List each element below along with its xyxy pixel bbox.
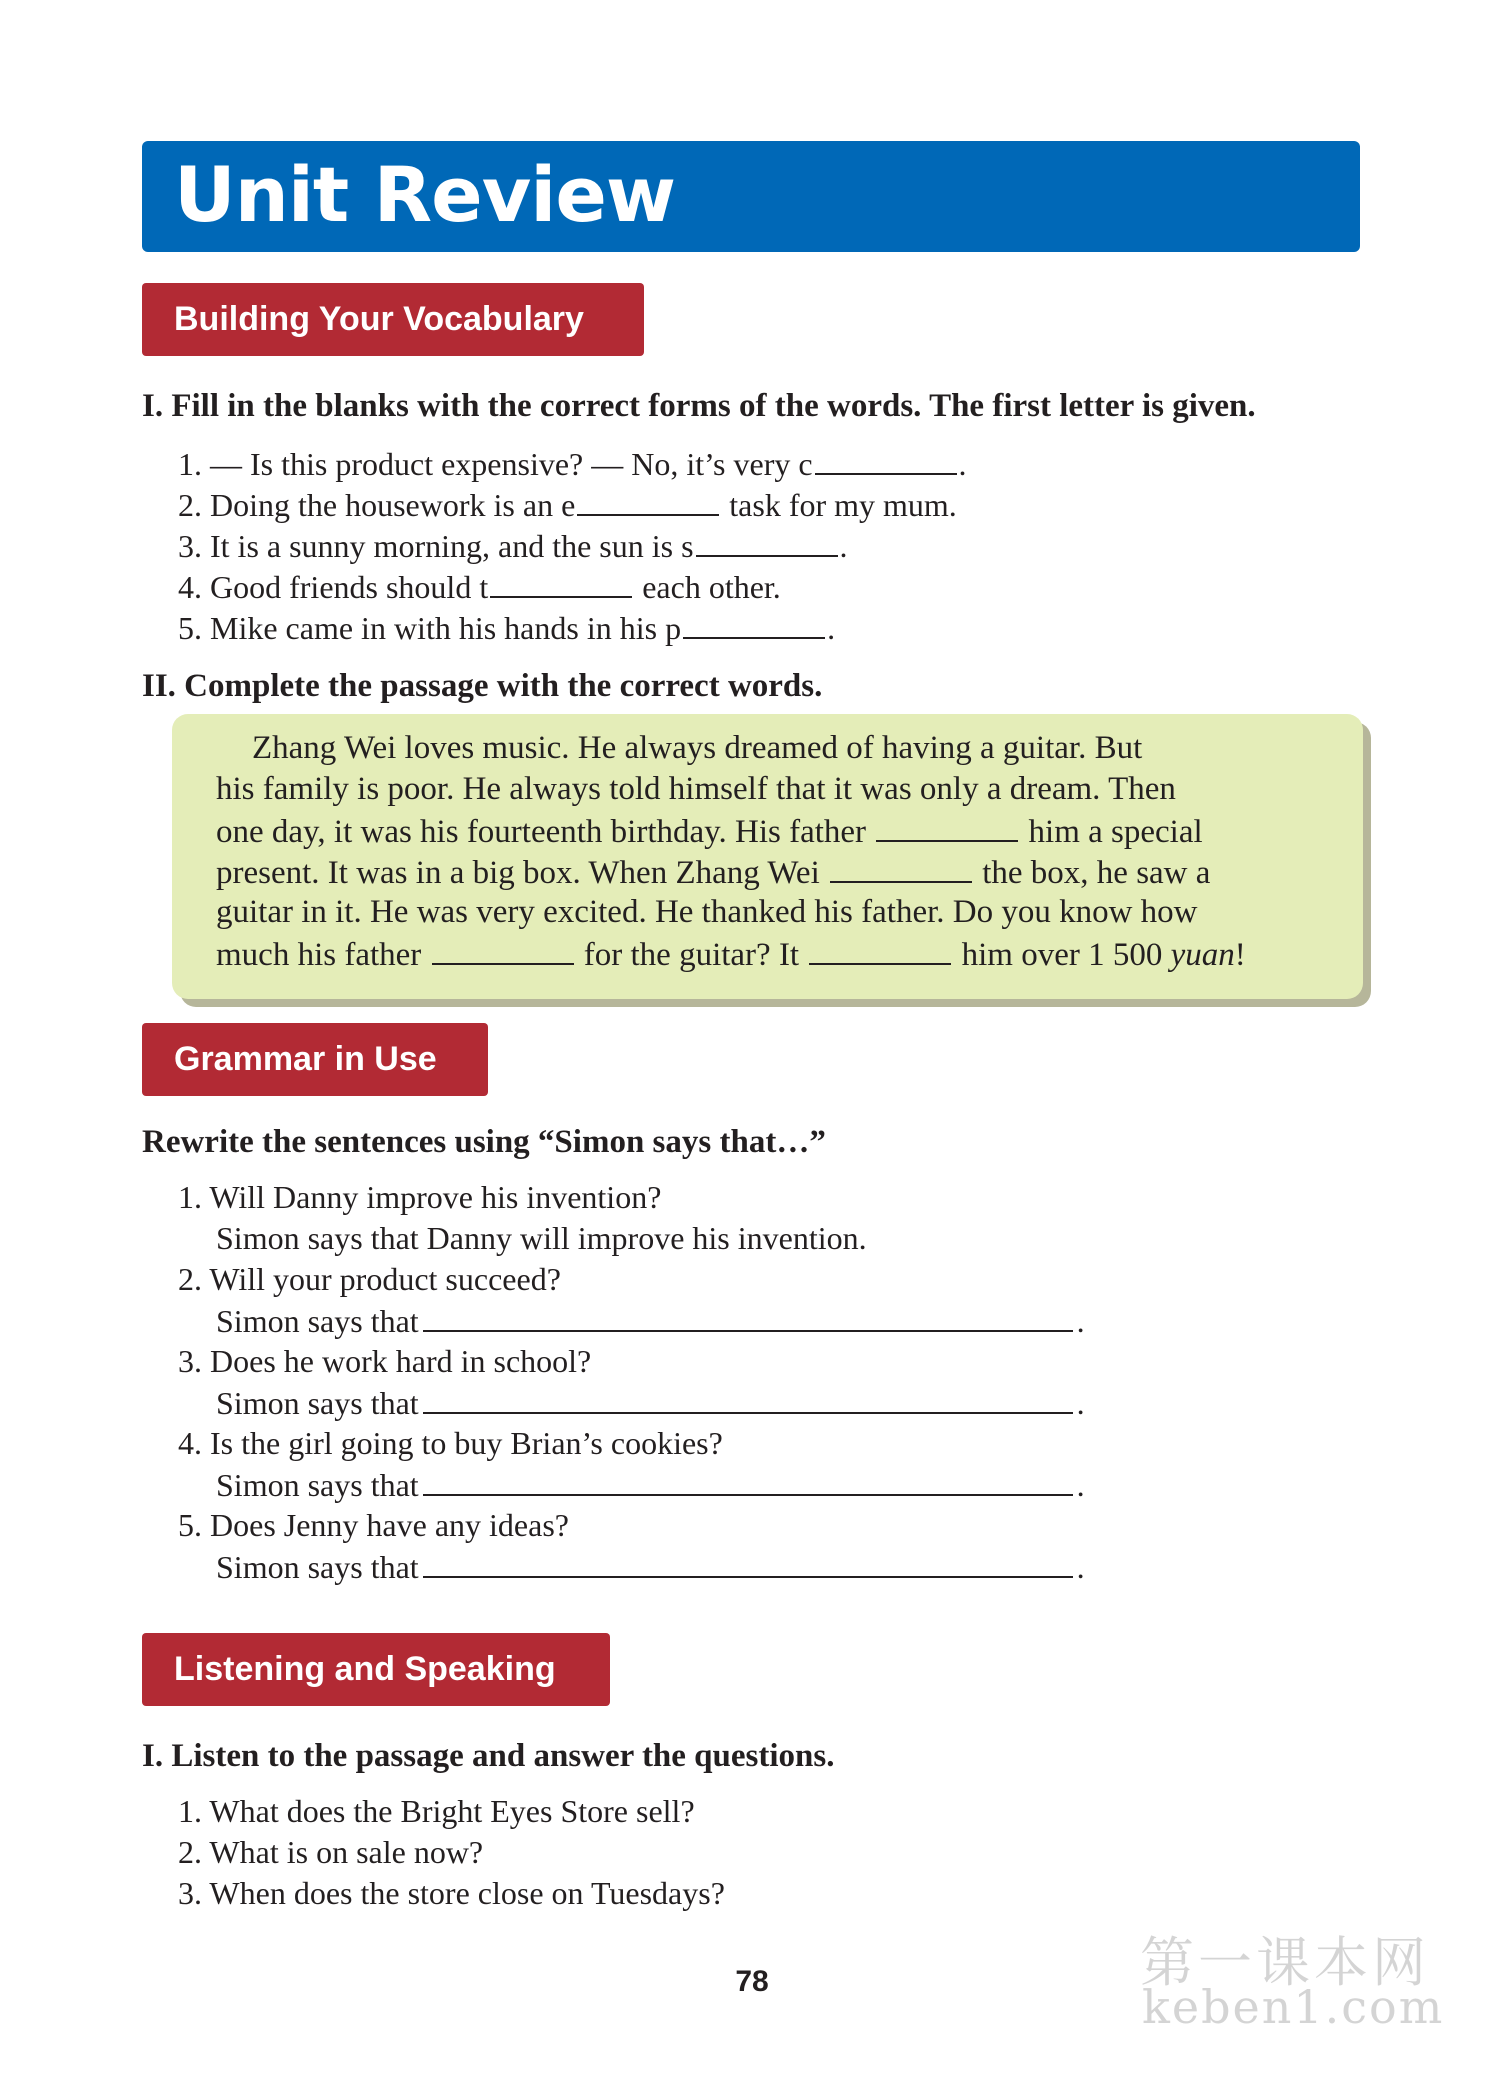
passage-line-1: Zhang Wei loves music. He always dreamed of having a guitar. But — [252, 730, 1143, 766]
answer-line[interactable] — [423, 1300, 1073, 1332]
watermark-url: keben1.com — [1142, 1980, 1445, 2034]
passage-line-5: guitar in it. He was very excited. He thanked his father. Do you know how — [216, 894, 1198, 930]
answer-line[interactable] — [423, 1546, 1073, 1578]
vocab-item-5: 5. Mike came in with his hands in his p . — [178, 607, 835, 648]
grammar-item-2: 2. Will your product succeed? — [178, 1261, 561, 1297]
listening-item-2: 2. What is on sale now? — [178, 1834, 484, 1870]
page-number: 78 — [735, 1965, 769, 1998]
passage-blank[interactable] — [830, 851, 972, 883]
grammar-heading: Rewrite the sentences using “Simon says that…” — [142, 1124, 826, 1160]
answer-blank[interactable] — [577, 484, 719, 516]
vocab-part1-heading: I. Fill in the blanks with the correct forms of the words. The first letter is given. — [142, 388, 1256, 424]
answer-blank[interactable] — [683, 607, 825, 639]
grammar-answer-3: Simon says that . — [216, 1382, 1085, 1423]
grammar-answer-1: Simon says that Danny will improve his invention. — [216, 1220, 867, 1256]
listening-item-3: 3. When does the store close on Tuesdays? — [178, 1875, 725, 1911]
listening-item-1: 1. What does the Bright Eyes Store sell? — [178, 1793, 695, 1829]
grammar-answer-5: Simon says that . — [216, 1546, 1085, 1587]
grammar-item-3: 3. Does he work hard in school? — [178, 1343, 592, 1379]
vocab-item-1: 1. — Is this product expensive? — No, it’s very c . — [178, 443, 967, 484]
vocab-item-3: 3. It is a sunny morning, and the sun is s . — [178, 525, 848, 566]
grammar-answer-2: Simon says that . — [216, 1300, 1085, 1341]
listening-heading: I. Listen to the passage and answer the questions. — [142, 1738, 835, 1774]
passage-blank[interactable] — [432, 933, 574, 965]
passage-line-6: much his father for the guitar? It him over 1 500 yuan! — [216, 933, 1246, 976]
passage-box — [172, 714, 1363, 999]
grammar-item-4: 4. Is the girl going to buy Brian’s cookies? — [178, 1425, 723, 1461]
section-tag-vocabulary: Building Your Vocabulary — [142, 283, 644, 356]
answer-blank[interactable] — [696, 525, 838, 557]
grammar-answer-4: Simon says that . — [216, 1464, 1085, 1505]
passage-line-4: present. It was in a big box. When Zhang Wei the box, he saw a — [216, 851, 1210, 894]
section-tag-grammar: Grammar in Use — [142, 1023, 488, 1096]
page-title: Unit Review — [174, 150, 676, 239]
passage-line-2: his family is poor. He always told himself that it was only a dream. Then — [216, 771, 1176, 807]
unit-review-banner — [142, 141, 1360, 252]
answer-line[interactable] — [423, 1464, 1073, 1496]
answer-blank[interactable] — [490, 566, 632, 598]
passage-line-3: one day, it was his fourteenth birthday. His father him a special — [216, 810, 1203, 853]
passage-blank[interactable] — [809, 933, 951, 965]
answer-blank[interactable] — [815, 443, 957, 475]
section-tag-listening: Listening and Speaking — [142, 1633, 610, 1706]
vocab-item-4: 4. Good friends should t each other. — [178, 566, 781, 607]
grammar-item-1: 1. Will Danny improve his invention? — [178, 1179, 662, 1215]
grammar-item-5: 5. Does Jenny have any ideas? — [178, 1507, 569, 1543]
watermark-text: 第一课本网 — [1140, 1931, 1430, 1994]
vocab-item-2: 2. Doing the housework is an e task for my mum. — [178, 484, 957, 525]
passage-blank[interactable] — [876, 810, 1018, 842]
vocab-part2-heading: II. Complete the passage with the correct words. — [142, 668, 823, 704]
answer-line[interactable] — [423, 1382, 1073, 1414]
